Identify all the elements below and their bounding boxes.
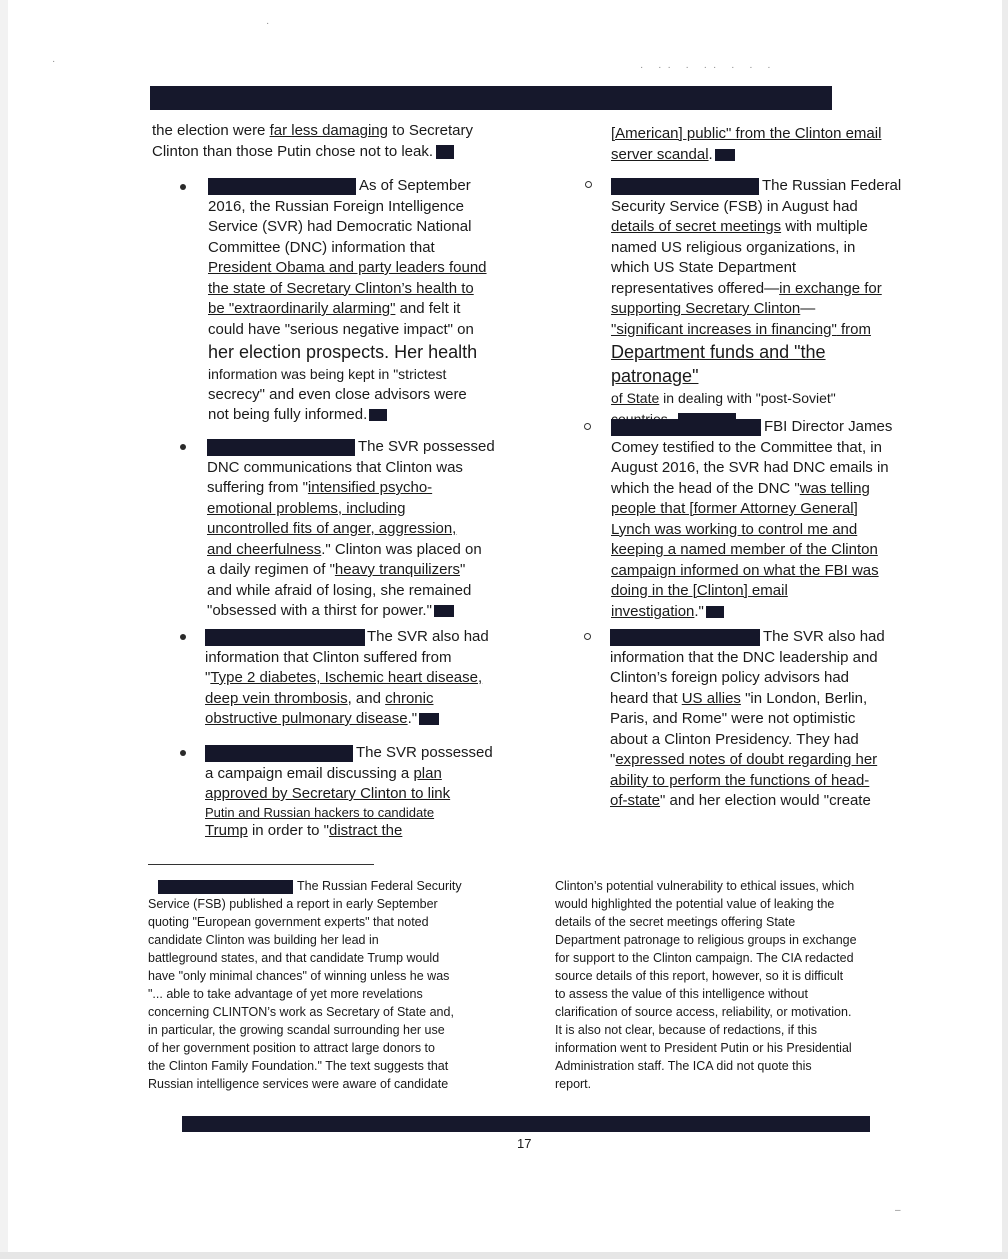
text-line: The SVR possessed <box>358 438 495 455</box>
text-line: , and <box>347 689 386 707</box>
left-intro <box>152 121 512 162</box>
redaction-mark <box>715 149 735 161</box>
text-line: not being fully informed. <box>208 406 368 423</box>
redaction-mark <box>706 606 724 618</box>
text-line: "obsessed with a thirst for power." <box>207 602 432 619</box>
text-line: information that Clinton suffered from <box>205 648 452 666</box>
text-line: " <box>610 751 616 768</box>
text-line: . <box>708 145 713 163</box>
text-line: with multiple <box>781 218 868 235</box>
text-line: the Clinton Family Foundation." The text suggests that <box>148 1059 449 1073</box>
text-underlined: "significant increases in financing" <box>611 320 837 338</box>
text-line: the election were <box>152 122 270 139</box>
text-line: " <box>459 561 466 578</box>
text-line: Clinton’s potential vulnerability to ethical issues, which <box>555 879 855 893</box>
text-underlined: Trump <box>205 821 248 839</box>
text-underlined: campaign informed on what the FBI was <box>611 561 879 579</box>
text-line: 2016, the Russian Foreign Intelligence <box>208 197 464 215</box>
text-line: information that the DNC leadership and <box>610 648 878 666</box>
text-underlined: Department funds and "the patronage" <box>611 342 826 386</box>
scan-speck: · <box>266 18 270 29</box>
right-bullet-3 <box>610 627 915 812</box>
bullet-icon <box>180 634 186 640</box>
page-edge-left <box>0 0 8 1259</box>
text-line: " and her election would "create <box>660 792 871 809</box>
text-line: The Russian Federal <box>762 177 902 194</box>
text-line: details of the secret meetings offering State <box>555 915 796 929</box>
text-line: have "only minimal chances" of winning unless he was <box>148 969 450 983</box>
text-underlined: and cheerfulness <box>207 540 322 558</box>
text-line: Clinton than those Putin chose not to leak. <box>152 142 434 160</box>
text-underlined: far less damaging <box>269 122 388 139</box>
text-line: secrecy" and even close advisors were <box>208 385 467 403</box>
text-line: suffering from " <box>207 479 308 496</box>
text-line: DNC communications that Clinton was <box>207 458 463 476</box>
right-bullet-2 <box>611 417 916 622</box>
scan-speck: · <box>52 56 56 67</box>
text-line: and while afraid of losing, she remained <box>207 581 472 599</box>
left-bullet-4 <box>205 743 510 841</box>
redaction-mark <box>207 439 355 456</box>
scan-speck: – <box>895 1205 901 1216</box>
text-underlined: of State <box>611 390 660 406</box>
text-line: source details of this report, however, so it is difficult <box>555 969 844 983</box>
text-underlined: uncontrolled fits of anger, aggression, <box>207 520 457 537</box>
text-underlined: chronic <box>385 689 434 707</box>
text-underlined: be "extraordinarily alarming" <box>208 300 396 317</box>
redaction-mark <box>419 713 439 725</box>
text-line: information went to President Putin or his Presidential <box>555 1041 852 1055</box>
text-line: Administration staff. The ICA did not quote this <box>555 1059 812 1073</box>
text-underlined: intensified psycho- <box>307 479 433 496</box>
text-line: ." Clinton was placed on <box>321 540 482 558</box>
bullet-icon <box>180 184 186 190</box>
text-underlined: Lynch was working to control me and <box>611 520 858 538</box>
bottom-shadow <box>0 1252 1008 1259</box>
redaction-mark <box>205 745 353 762</box>
text-underlined: supporting Secretary Clinton <box>611 300 801 317</box>
text-line: Russian intelligence services were aware of candidate <box>148 1077 449 1091</box>
scan-speck: · ·· · ·· · · · <box>640 62 777 73</box>
text-underlined: Putin and Russian hackers to candidate <box>205 804 435 820</box>
redaction-mark <box>369 409 387 421</box>
text-underlined: people that [former Attorney General] <box>611 500 858 517</box>
text-underlined: doing in the [Clinton] email <box>611 582 788 599</box>
text-line: representatives offered— <box>611 279 780 297</box>
text-line: about a Clinton Presidency. They had <box>610 730 859 748</box>
text-underlined: approved by Secretary Clinton to link <box>205 785 451 802</box>
text-line: Department patronage to religious groups in exchange <box>555 933 857 947</box>
text-underlined: the state of Secretary Clinton’s health to <box>208 279 474 297</box>
text-line: report. <box>555 1077 592 1091</box>
text-line: concerning CLINTON’s work as Secretary of State and, <box>148 1005 454 1019</box>
text-line: would highlighted the potential value of leaking the <box>555 897 835 911</box>
text-underlined: [American] public" from the Clinton email <box>611 125 882 142</box>
page-edge-right <box>1002 0 1008 1259</box>
text-underlined: Type 2 diabetes, Ischemic heart disease, <box>210 669 483 686</box>
text-underlined: details of secret meetings <box>611 218 782 235</box>
text-line: The SVR also had <box>367 628 489 645</box>
text-underlined: obstructive pulmonary disease <box>205 710 408 727</box>
left-bullet-1 <box>208 176 508 426</box>
footnote-rule <box>148 864 374 865</box>
text-underlined: President Obama and party leaders found <box>208 259 487 276</box>
text-underlined: was telling <box>799 479 870 497</box>
text-line: of her government position to attract large donors to <box>148 1041 435 1055</box>
text-line: It is also not clear, because of redactions, if this <box>555 1023 817 1037</box>
bullet-icon <box>180 750 186 756</box>
text-line: "... able to take advantage of yet more revelations <box>148 987 423 1001</box>
text-line: — <box>800 300 816 317</box>
text-line: could have "serious negative impact" on <box>208 320 474 338</box>
header-redaction-bar <box>150 86 832 110</box>
redaction-mark <box>158 880 293 894</box>
redaction-mark <box>611 178 759 195</box>
footer-redaction-bar <box>182 1116 870 1132</box>
text-underlined: distract the <box>328 821 403 839</box>
text-line: a daily regimen of " <box>207 561 335 578</box>
text-line: As of September <box>359 177 471 194</box>
text-line: The SVR possessed <box>356 744 493 761</box>
text-underlined: in exchange for <box>779 279 882 297</box>
text-line: clarification of source access, reliability, or motivation. <box>555 1005 852 1019</box>
text-underlined: expressed notes of doubt regarding her <box>615 751 878 768</box>
text-line: Clinton’s foreign policy advisors had <box>610 669 850 686</box>
text-underlined: investigation <box>611 602 695 620</box>
text-line: " <box>205 669 211 686</box>
redaction-mark <box>208 178 356 195</box>
text-line: to assess the value of this intelligence without <box>555 987 808 1001</box>
text-line: The SVR also had <box>763 628 885 645</box>
text-line: and felt it <box>395 300 461 317</box>
text-underlined: emotional problems, including <box>207 499 406 517</box>
text-line: candidate Clinton was building her lead in <box>148 933 379 947</box>
text-line: her election prospects. Her health <box>208 342 478 362</box>
text-underlined: keeping a named member of the Clinton <box>611 541 878 558</box>
text-underlined: ability to perform the functions of head- <box>610 771 870 789</box>
bullet-icon <box>180 444 186 450</box>
text-line: for support to the Clinton campaign. The CIA redacted <box>555 951 854 965</box>
text-line: in particular, the growing scandal surrounding her use <box>148 1023 445 1037</box>
left-bullet-3 <box>205 627 510 730</box>
text-line: in order to " <box>247 821 329 839</box>
text-line: Security Service (FSB) in August had <box>611 197 858 215</box>
text-line: a campaign email discussing a <box>205 764 414 782</box>
right-intro <box>611 124 921 165</box>
text-line: in dealing with "post-Soviet" <box>659 390 836 406</box>
text-line: FBI Director James <box>764 418 893 435</box>
text-underlined: US allies <box>681 689 741 707</box>
text-line: Comey testified to the Committee that, in <box>611 438 882 456</box>
text-underlined: of-state <box>610 792 661 809</box>
right-bullet-1 <box>611 176 916 429</box>
redaction-mark <box>434 605 454 617</box>
footnote-left <box>148 877 510 1093</box>
bullet-icon <box>584 633 591 640</box>
text-line: Paris, and Rome" were not optimistic <box>610 710 856 727</box>
text-line: to Secretary <box>387 122 474 139</box>
text-line: Service (FSB) published a report in early September <box>148 897 438 911</box>
text-line: August 2016, the SVR had DNC emails in <box>611 459 889 476</box>
text-line: which US State Department <box>611 259 797 276</box>
text-line: The Russian Federal Security <box>297 879 462 893</box>
text-underlined: server scandal <box>611 145 709 163</box>
text-line: battleground states, and that candidate Trump would <box>148 951 440 965</box>
footnote-right <box>555 877 915 1093</box>
text-line: heard that <box>610 689 682 707</box>
text-line: information was being kept in "strictest <box>208 366 447 382</box>
bullet-icon <box>584 423 591 430</box>
text-line: "in London, Berlin, <box>740 689 868 707</box>
text-underlined: from <box>836 320 871 338</box>
text-line: named US religious organizations, in <box>611 238 856 256</box>
text-line: which the head of the DNC " <box>611 479 800 497</box>
text-underlined: plan <box>413 764 442 782</box>
text-underlined: heavy tranquilizers <box>334 561 460 578</box>
page-number: 17 <box>517 1136 532 1151</box>
redaction-mark <box>611 419 761 436</box>
bullet-icon <box>585 181 592 188</box>
redaction-mark <box>436 145 454 159</box>
left-bullet-2 <box>207 437 512 622</box>
text-line: ." <box>694 602 704 620</box>
text-line: ." <box>407 710 418 727</box>
text-underlined: deep vein thrombosis <box>205 689 348 707</box>
redaction-mark <box>610 629 760 646</box>
text-line: Committee (DNC) information that <box>208 238 435 256</box>
redaction-mark <box>205 629 365 646</box>
text-line: quoting "European government experts" that noted <box>148 915 429 929</box>
text-line: Service (SVR) had Democratic National <box>208 218 472 235</box>
